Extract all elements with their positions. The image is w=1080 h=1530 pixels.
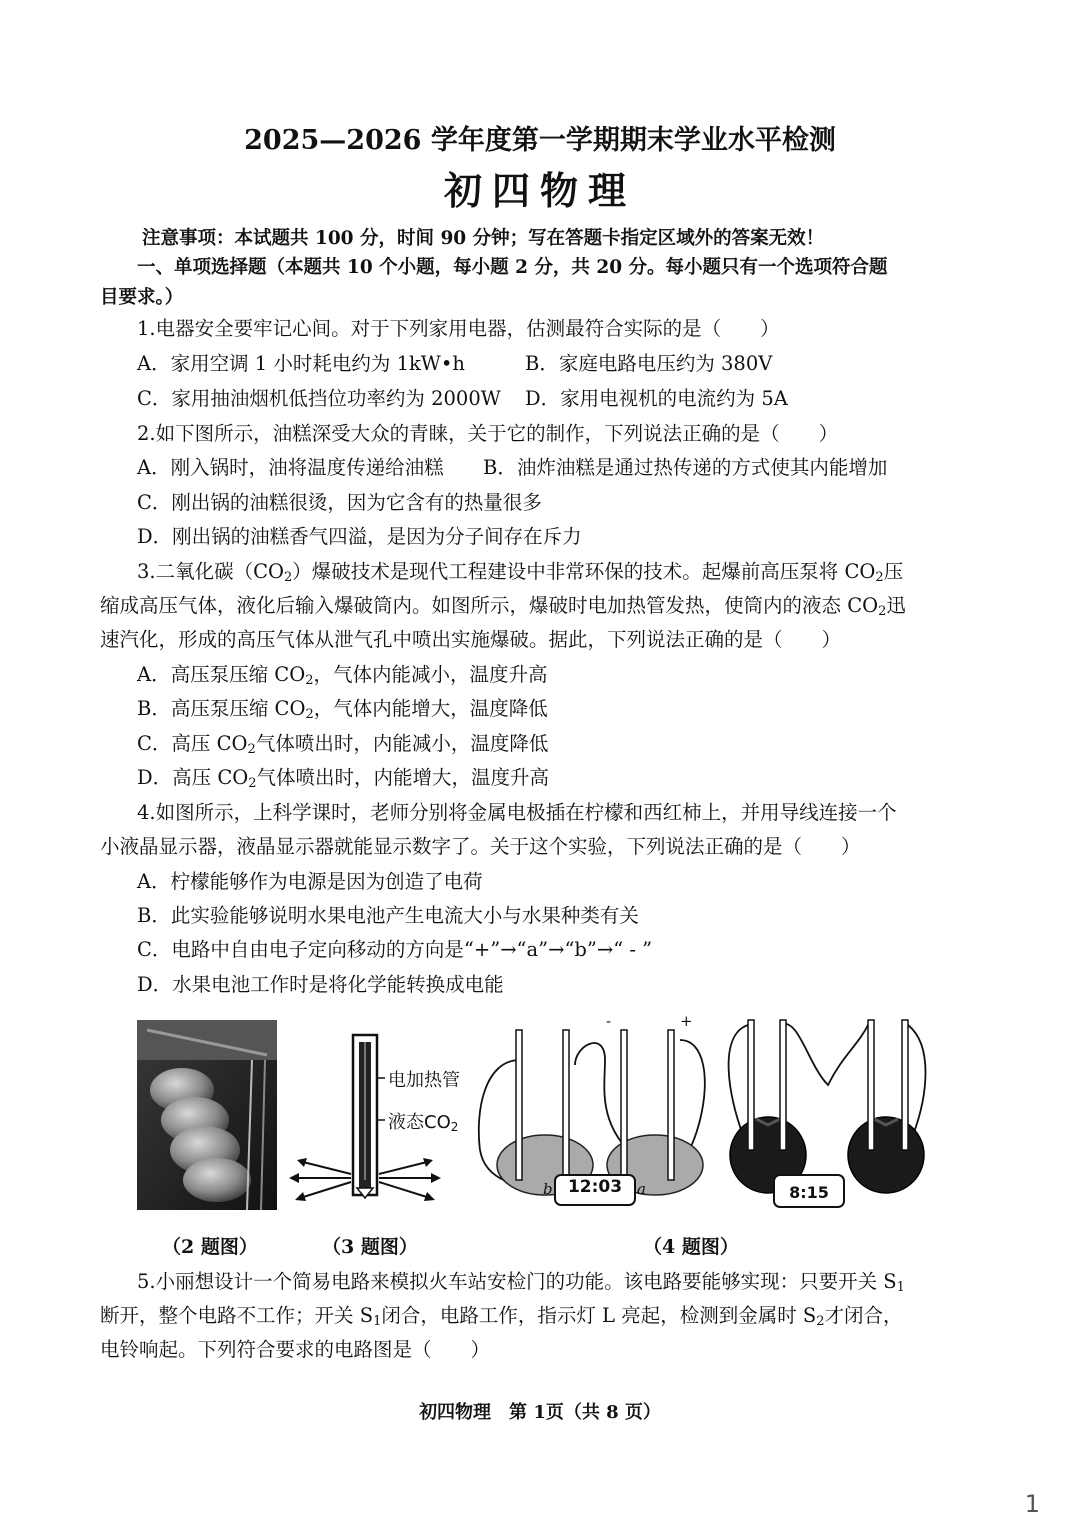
q3-option-a: A．高压泵压缩 $CO_2$，气体内能减小，温度升高	[137, 663, 548, 688]
q3-stem-line3: 速汽化，形成的高压气体从泄气孔中喷出实施爆破。据此，下列说法正确的是（ ）	[100, 628, 842, 651]
page-footer: 初四物理 第 1页（共 8 页）	[419, 1402, 661, 1423]
lemon-display-readout: 12:03	[567, 1177, 623, 1197]
section1-heading-cont: 目要求。）	[100, 287, 184, 308]
q3-option-b: B．高压泵压缩 $CO_2$，气体内能增大，温度降低	[137, 697, 548, 722]
tomato-display-readout: 8:15	[789, 1183, 829, 1202]
fried-cake-photo	[137, 1020, 277, 1210]
q2-option-c: C．刚出锅的油糕很烫，因为它含有的热量很多	[137, 491, 542, 514]
q5-stem-line3: 电铃响起。下列符合要求的电路图是（ ）	[100, 1338, 491, 1361]
minus-label: -	[606, 1012, 612, 1030]
page-number: 1	[1024, 1490, 1040, 1518]
q2-option-d: D．刚出锅的油糕香气四溢，是因为分子间存在斥力	[137, 525, 582, 548]
heating-tube-label: 电加热管	[388, 1070, 460, 1091]
liquid-co2-label: 液态CO2	[388, 1112, 459, 1134]
q3-option-c: C．高压 $CO_2$气体喷出时，内能减小，温度降低	[137, 732, 549, 757]
exam-title: 2025—2026 学年度第一学期期末学业水平检测	[244, 125, 836, 156]
q2-stem: 2.如下图所示，油糕深受大众的青睐，关于它的制作，下列说法正确的是（ ）	[137, 422, 839, 445]
section1-heading: 一、单项选择题（本题共 10 个小题，每小题 2 分，共 20 分。每小题只有一个选项符合题	[137, 257, 888, 278]
q1-option-b: B．家庭电路电压约为 380V	[525, 352, 773, 375]
figure4-caption: （4 题图）	[643, 1236, 739, 1258]
q4-option-c: C．电路中自由电子定向移动的方向是“+”→“a”→“b”→“ - ”	[137, 938, 653, 961]
q1-option-c: C．家用抽油烟机低挡位功率约为 2000W	[137, 387, 501, 410]
q1-stem: 1.电器安全要牢记心间。对于下列家用电器，估测最符合实际的是（ ）	[137, 317, 780, 340]
plus-label: +	[680, 1012, 693, 1030]
q5-stem-line1: 5.小丽想设计一个简易电路来模拟火车站安检门的功能。该电路要能够实现：只要开关 $S_1$	[137, 1270, 905, 1295]
figure2-caption: （2 题图）	[162, 1236, 258, 1258]
figure3-caption: （3 题图）	[322, 1236, 418, 1258]
q4-stem-line2: 小液晶显示器，液晶显示器就能显示数字了。关于这个实验，下列说法正确的是（ ）	[100, 835, 861, 858]
q4-option-a: A．柠檬能够作为电源是因为创造了电荷	[137, 870, 483, 893]
q3-option-d: D．高压 $CO_2$气体喷出时，内能增大，温度升高	[137, 766, 550, 791]
q3-stem-line1: 3.二氧化碳$(CO_2)$爆破技术是现代工程建设中非常环保的技术。起爆前高压泵将 $CO_2$压	[137, 560, 904, 585]
q1-option-a: A．家用空调 1 小时耗电约为 1kW•h	[137, 352, 465, 375]
q1-option-d: D．家用电视机的电流约为 5A	[525, 387, 788, 410]
notice-text: 注意事项：本试题共 100 分，时间 90 分钟；写在答题卡指定区域外的答案无效！	[142, 228, 825, 249]
q4-option-d: D．水果电池工作时是将化学能转换成电能	[137, 973, 504, 996]
q2-option-a: A．刚入锅时，油将温度传递给油糕	[137, 456, 444, 479]
q4-option-b: B．此实验能够说明水果电池产生电流大小与水果种类有关	[137, 904, 639, 927]
subject-title: 初四物理	[443, 168, 636, 213]
q2-option-b: B．油炸油糕是通过热传递的方式使其内能增加	[483, 456, 888, 479]
q4-stem-line1: 4.如图所示，上科学课时，老师分别将金属电极插在柠檬和西红柿上，并用导线连接一个	[137, 801, 897, 824]
terminal-a-label: a	[637, 1180, 646, 1198]
terminal-b-label: b	[543, 1180, 553, 1198]
q5-stem-line2: 断开，整个电路不工作；开关 $S_1$闭合，电路工作，指示灯 L 亮起，检测到金属时 $S_2$才闭合，	[100, 1304, 903, 1329]
q3-stem-line2: 缩成高压气体，液化后输入爆破筒内。如图所示，爆破时电加热管发热，使筒内的液态 $CO_2$迅	[100, 594, 906, 619]
